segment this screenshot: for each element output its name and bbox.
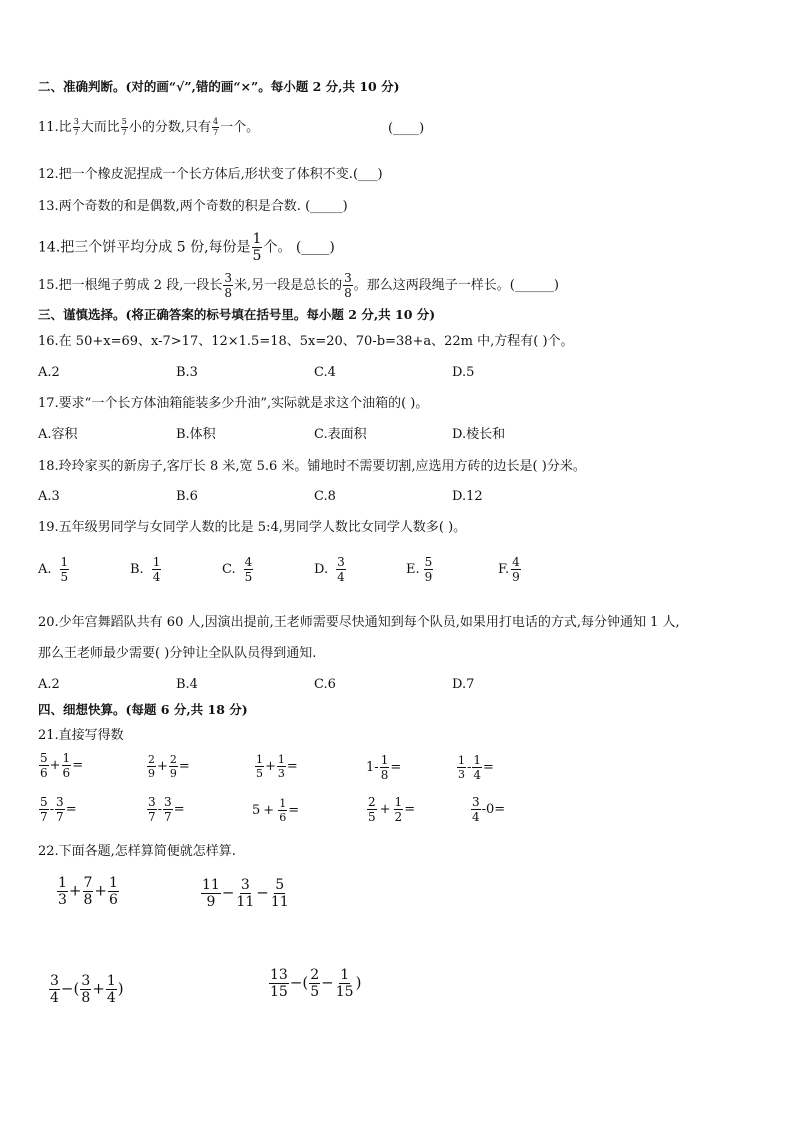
q20-option-c[interactable]: C.6: [314, 677, 336, 692]
fraction: $\frac{7}{8}$: [83, 875, 93, 908]
fraction: $\frac{5}{7}$: [121, 117, 127, 137]
fraction: $\frac{2}{9}$: [148, 753, 155, 780]
question-17: 17.要求“一个长方体油箱能装多少升油”,实际就是求这个油箱的( )。: [38, 396, 429, 411]
q16-option-b[interactable]: B.3: [176, 365, 198, 380]
q22-expression-3: $\frac{3}{4}$ −( $\frac{3}{8}$ + $\frac{1}{4}$ ): [50, 973, 124, 1006]
fraction: $\frac{3}{7}$: [164, 795, 172, 824]
fraction: $\frac{2}{5}$: [368, 795, 376, 824]
fraction: $\frac{2}{5}$: [310, 967, 320, 1000]
q19-option-b[interactable]: B. $\frac{1}{4}$: [130, 555, 161, 584]
q16-option-c[interactable]: C.4: [314, 365, 336, 380]
fraction: $\frac{1}{3}$: [458, 754, 465, 781]
fraction: $\frac{1}{4}$: [152, 555, 161, 584]
question-12: 12.把一个橡皮泥捏成一个长方体后,形状变了体积不变.(___): [38, 167, 383, 182]
q20-option-b[interactable]: B.4: [176, 677, 198, 692]
calc-item: $\frac{3}{4}$ -0=: [472, 795, 506, 824]
q19-option-d[interactable]: D. $\frac{3}{4}$: [314, 555, 345, 584]
fraction: $\frac{2}{9}$: [169, 753, 177, 780]
q18-option-d[interactable]: D.12: [452, 489, 483, 504]
q11-text: 大而比: [80, 120, 120, 135]
answer-blank-11[interactable]: (____): [388, 121, 425, 136]
question-15: [38, 272, 559, 299]
question-11: [38, 118, 259, 137]
fraction: $\frac{4}{5}$: [244, 555, 253, 584]
q22-expression-2: $\frac{11}{9}$ − $\frac{3}{11}$ − $\frac{5}{11}$: [202, 877, 289, 910]
fraction: $\frac{3}{8}$: [224, 271, 232, 300]
question-13: 13.两个奇数的和是偶数,两个奇数的积是合数. (_____): [38, 199, 348, 214]
fraction: $\frac{1}{5}$: [256, 753, 263, 780]
q20-option-d[interactable]: D.7: [452, 677, 475, 692]
fraction: $\frac{1}{3}$: [58, 875, 67, 908]
calc-item: 5 + $\frac{1}{6}$ =: [252, 797, 300, 824]
q11-text: 11.比: [38, 120, 72, 135]
calc-item: $\frac{1}{3}$ - $\frac{1}{4}$ =: [458, 753, 494, 782]
q22-expression-1: $\frac{1}{3}$ + $\frac{7}{8}$ + $\frac{1}{6}$: [58, 875, 118, 908]
fraction: $\frac{3}{8}$: [81, 973, 91, 1006]
section-4-title: 四、细想快算。(每题 6 分,共 18 分): [38, 702, 248, 717]
fraction: $\frac{5}{9}$: [424, 555, 433, 584]
calc-item: $\frac{3}{7}$ - $\frac{3}{7}$ =: [148, 795, 185, 824]
q17-option-c[interactable]: C.表面积: [314, 427, 367, 442]
fraction: $\frac{3}{7}$: [56, 795, 64, 824]
q15-text: 15.把一根绳子剪成 2 段,一段长: [38, 278, 223, 293]
fraction: $\frac{1}{6}$: [109, 875, 118, 908]
fraction: $\frac{3}{11}$: [236, 877, 255, 910]
fraction: $\frac{5}{6}$: [40, 751, 48, 780]
q15-text: 米,另一段是总长的: [233, 278, 343, 293]
q17-option-d[interactable]: D.棱长和: [452, 427, 506, 442]
fraction: $\frac{1}{6}$: [62, 751, 71, 780]
fraction: $\frac{1}{8}$: [380, 753, 389, 782]
question-14: [38, 232, 335, 263]
q18-option-b[interactable]: B.6: [176, 489, 198, 504]
question-22: 22.下面各题,怎样算简便就怎样算.: [38, 844, 236, 859]
question-16: 16.在 50+x=69、x-7>17、12×1.5=18、5x=20、70-b=38+a、22m 中,方程有( )个。: [38, 334, 574, 349]
q17-option-a[interactable]: A.容积: [38, 427, 78, 442]
q19-option-f[interactable]: F. $\frac{4}{9}$: [498, 555, 520, 584]
q19-option-e[interactable]: E. $\frac{5}{9}$: [406, 555, 433, 584]
fraction: $\frac{3}{4}$: [50, 973, 59, 1006]
q11-text: 一个。: [220, 120, 260, 135]
fraction: $\frac{13}{15}$: [270, 967, 288, 1000]
q15-text: 。那么这两段绳子一样长。(______): [353, 278, 559, 293]
q18-option-c[interactable]: C.8: [314, 489, 336, 504]
fraction: $\frac{1}{2}$: [394, 795, 403, 824]
fraction: $\frac{1}{4}$: [473, 753, 482, 782]
question-20-line-1: 20.少年宫舞蹈队共有 60 人,因演出提前,王老师需要尽快通知到每个队员,如果用打电话的方式,每分钟通知 1 人,: [38, 615, 680, 630]
fraction: $\frac{3}{4}$: [337, 555, 345, 584]
fraction: $\frac{1}{5}$: [60, 555, 69, 584]
q19-option-c[interactable]: C. $\frac{4}{5}$: [222, 555, 253, 584]
fraction: $\frac{1}{15}$: [335, 967, 354, 1000]
calc-item: $\frac{5}{6}$ + $\frac{1}{6}$ =: [40, 751, 84, 780]
fraction: $\frac{3}{7}$: [73, 117, 79, 137]
question-18: 18.玲玲家买的新房子,客厅长 8 米,宽 5.6 米。铺地时不需要切割,应选用方砖的边长是( )分米。: [38, 459, 586, 474]
fraction: $\frac{11}{9}$: [202, 877, 220, 910]
q22-expression-4: $\frac{13}{15}$ −( $\frac{2}{5}$ − $\frac{1}{15}$ ): [270, 967, 362, 1000]
section-2-title: 二、准确判断。(对的画“√”,错的画“×”。每小题 2 分,共 10 分): [38, 79, 400, 94]
calc-item: $\frac{2}{9}$ + $\frac{2}{9}$ =: [148, 753, 190, 780]
fraction: $\frac{5}{7}$: [40, 795, 48, 824]
fraction: $\frac{1}{3}$: [277, 753, 285, 780]
q18-option-a[interactable]: A.3: [38, 489, 60, 504]
fraction: $\frac{1}{6}$: [279, 797, 287, 824]
q19-option-a[interactable]: A. $\frac{1}{5}$: [38, 555, 69, 584]
fraction: $\frac{3}{7}$: [148, 795, 156, 824]
calc-item: 1- $\frac{1}{8}$ =: [366, 753, 402, 782]
fraction: $\frac{5}{11}$: [270, 877, 289, 910]
q16-option-a[interactable]: A.2: [38, 365, 60, 380]
calc-item: $\frac{1}{5}$ + $\frac{1}{3}$ =: [256, 753, 298, 780]
q20-option-a[interactable]: A.2: [38, 677, 60, 692]
q11-text: 小的分数,只有: [128, 120, 212, 135]
calc-item: $\frac{5}{7}$ - $\frac{3}{7}$ =: [40, 795, 77, 824]
question-19: 19.五年级男同学与女同学人数的比是 5:4,男同学人数比女同学人数多( )。: [38, 520, 467, 535]
question-20-line-2: 那么王老师最少需要( )分钟让全队队员得到通知.: [38, 646, 317, 661]
q14-text: 14.把三个饼平均分成 5 份,每份是: [38, 239, 251, 256]
calc-item: $\frac{2}{5}$ + $\frac{1}{2}$ =: [368, 795, 416, 824]
q16-option-d[interactable]: D.5: [452, 365, 475, 380]
fraction: $\frac{4}{9}$: [512, 555, 520, 584]
fraction: $\frac{3}{8}$: [344, 271, 352, 300]
question-21: 21.直接写得数: [38, 728, 124, 743]
section-3-title: 三、谨慎选择。(将正确答案的标号填在括号里。每小题 2 分,共 10 分): [38, 307, 436, 322]
q14-text: 个。 (____): [263, 239, 335, 256]
fraction: $\frac{1}{5}$: [252, 231, 262, 264]
fraction: $\frac{1}{4}$: [106, 973, 116, 1006]
fraction: $\frac{3}{4}$: [472, 795, 480, 824]
q17-option-b[interactable]: B.体积: [176, 427, 216, 442]
fraction: $\frac{4}{7}$: [213, 117, 219, 137]
